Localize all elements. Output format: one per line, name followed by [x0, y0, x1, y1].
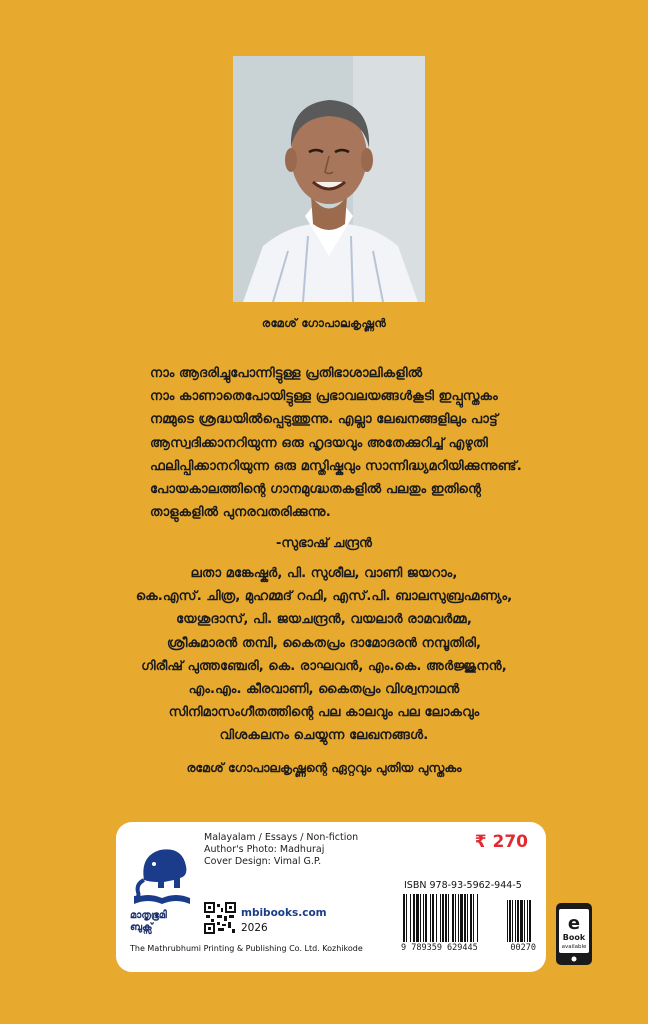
names-line: കെ.എസ്. ചിത്ര, മുഹമ്മദ് റഫി, എസ്.പി. ബാലസുബ്രഹ്മണ്യം, [135, 589, 513, 605]
blurb-text [150, 362, 530, 524]
barcode-bar [529, 900, 531, 942]
barcode-bar [448, 894, 449, 942]
barcode-bar [455, 894, 456, 942]
names-line: ശ്രീകുമാരൻ തമ്പി, കൈതപ്രം ദാമോദരൻ നമ്പൂതിരി, [167, 635, 481, 651]
barcode-bar [430, 894, 431, 942]
cover-credit: Cover Design: Vimal G.P. [204, 856, 322, 867]
logo-text-line: മാതൃഭൂമി [130, 910, 167, 921]
names-line: എം.എം. കീരവാണി, കൈതപ്രം വിശ്വനാഥൻ [188, 682, 460, 698]
barcode-bar [425, 894, 427, 942]
names-line: ലതാ മങ്കേഷ്കർ, പി. സുശീല, വാണി ജയറാം, [190, 566, 458, 581]
names-line: യേശുദാസ്, പി. ജയചന്ദ്രൻ, വയലാർ രാമവർമ്മ, [176, 612, 472, 628]
author-name: രമേശ് ഗോപാലകൃഷ്ണൻ [261, 316, 387, 330]
names-line: സിനിമാസംഗീതത്തിന്റെ പല കാലവും പല ലോകവും [168, 705, 480, 721]
barcode-bar [464, 894, 466, 942]
blurb-line: താളുകളിൽ പുനരവതരിക്കുന്നു. [150, 505, 331, 521]
barcode-bar [517, 900, 519, 942]
barcode-icon [401, 894, 536, 942]
names-line: വിശകലനം ചെയ്യുന്ന ലേഖനങ്ങൾ. [219, 728, 429, 744]
barcode-number-addon: 00270 [510, 943, 536, 953]
blurb-line: നാം കാണാതെപോയിട്ടുള്ള പ്രഭാവലയങ്ങൾകൂടി ഇപ്പുസ്തകം [150, 389, 498, 405]
info-panel [116, 822, 546, 972]
barcode-bar [420, 894, 421, 942]
barcode-bar [436, 894, 437, 942]
barcode-bar [524, 900, 525, 942]
quote-author: -സുഭാഷ് ചന്ദ്രൻ [276, 536, 372, 551]
names-line: ഗിരീഷ് പുത്തഞ്ചേരി, കെ. രാഘവൻ, എം.കെ. അർജ്ജുനൻ, [141, 658, 507, 674]
author-photo [233, 56, 425, 302]
price-label: ₹ 270 [474, 832, 528, 852]
barcode-bar [452, 894, 454, 942]
names-list [0, 562, 648, 748]
publication-year: 2026 [241, 922, 268, 934]
barcode-bar [507, 900, 508, 942]
publisher-logo-text [130, 910, 194, 934]
barcode-bar [403, 894, 405, 942]
elephant-book-logo-icon [130, 836, 194, 912]
publisher-name: The Mathrubhumi Printing & Publishing Co. Ltd. Kozhikode [130, 944, 363, 953]
barcode-bar [406, 894, 407, 942]
barcode-bar [423, 894, 424, 942]
barcode-bar [477, 894, 478, 942]
ebook-letter: e [567, 913, 581, 934]
isbn-label: ISBN 978-93-5962-944-5 [404, 880, 522, 891]
barcode-bar [520, 900, 523, 942]
barcode-number-main: 9 789359 629445 [401, 943, 478, 953]
category-text: Malayalam / Essays / Non-fiction [204, 832, 359, 843]
blurb-line: പോയകാലത്തിന്റെ ഗാനമുഗ്ദ്ധതകളിൽ പലതും ഇതിന്റെ [150, 482, 482, 498]
barcode-bar [460, 894, 463, 942]
photo-credit: Author's Photo: Madhuraj [204, 844, 325, 855]
barcode-bar [440, 894, 441, 942]
ebook-available-icon [555, 902, 593, 966]
website-link[interactable]: mbibooks.com [241, 907, 327, 919]
barcode-bar [445, 894, 447, 942]
blurb-line: ആസ്വദിക്കാനറിയുന്ന ഒരു ഹൃദയവും അതേക്കുറിച്ച് എഴുതി [150, 435, 488, 451]
blurb-line: നാം ആദരിച്ചുപോന്നിട്ടുള്ള പ്രതിഭാശാലികളിൽ [150, 366, 423, 381]
barcode-bar [515, 900, 516, 942]
qr-code-icon [204, 902, 236, 934]
ebook-line2: available [561, 944, 587, 950]
barcode-bar [416, 894, 419, 942]
barcode-bar [509, 900, 511, 942]
blurb-line: നമ്മുടെ ശ്രദ്ധയിൽപ്പെടുത്തുന്നു. എല്ലാ ലേഖനങ്ങളിലും പാട്ട് [150, 412, 498, 428]
barcode-bar [467, 894, 468, 942]
book-meta [204, 832, 358, 868]
logo-text-line: ബുക്സ് [130, 922, 153, 933]
barcode-bar [442, 894, 444, 942]
barcode-bar [470, 894, 472, 942]
barcode-bar [432, 894, 434, 942]
barcode-bar [410, 894, 411, 942]
barcode-bar [512, 900, 513, 942]
barcode-bar [458, 894, 459, 942]
tagline: രമേശ് ഗോപാലകൃഷ്ണന്റെ ഏറ്റവും പുതിയ പുസ്തകം [186, 760, 462, 775]
barcode-numbers [401, 943, 536, 953]
barcode-bar [473, 894, 474, 942]
barcode-bar [413, 894, 415, 942]
barcode-bar [527, 900, 528, 942]
blurb-line: ഫലിപ്പിക്കാനറിയുന്ന ഒരു മസ്തിഷ്കവും സാന്നിദ്ധ്യമറിയിക്കുന്നുണ്ട്. [150, 458, 522, 474]
ebook-line1: Book [562, 933, 586, 942]
